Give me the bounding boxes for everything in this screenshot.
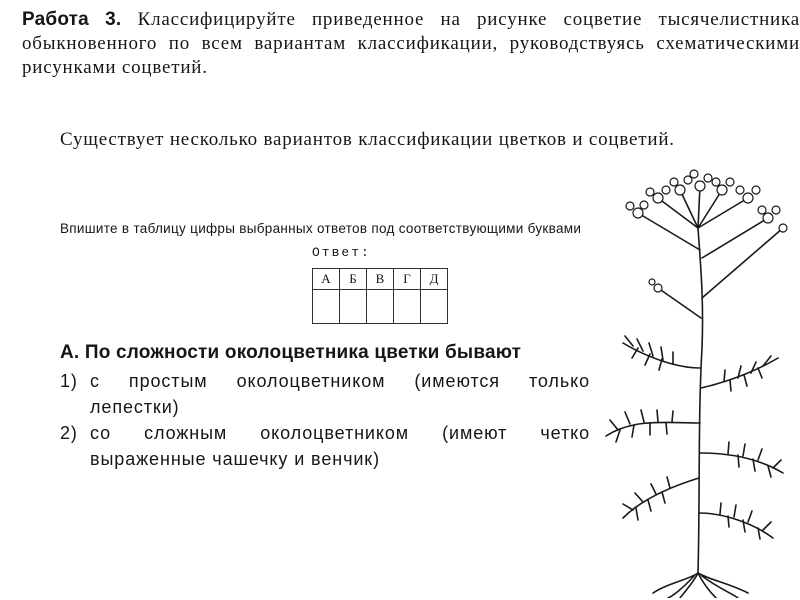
instruction-text: Впишите в таблицу цифры выбранных ответов под соответствующими буквами bbox=[60, 221, 582, 236]
option-1-number: 1) bbox=[60, 371, 78, 391]
task-number: Работа 3. bbox=[22, 9, 122, 30]
answer-table bbox=[312, 268, 448, 324]
task-text: Классифицируйте приведенное на рисунке соцветие тысячелистника обыкновенного по всем вариантам классификации, руководствуясь схематическими рисунками соцветий. bbox=[22, 9, 800, 78]
option-2-number: 2) bbox=[60, 423, 78, 443]
task-paragraph bbox=[22, 8, 800, 80]
option-2 bbox=[60, 420, 590, 472]
answer-header-row bbox=[313, 269, 448, 290]
answer-letter-a: А bbox=[313, 269, 340, 290]
answer-letter-d: Д bbox=[421, 269, 448, 290]
answer-letter-b: Б bbox=[340, 269, 367, 290]
option-2-text: со сложным околоцветником (имеют четко выраженные чашечку и венчик) bbox=[90, 423, 590, 469]
intro-paragraph: Существует несколько вариантов классификации цветков и соцветий. bbox=[60, 129, 675, 150]
answer-label: Ответ: bbox=[312, 245, 371, 260]
section-a bbox=[60, 340, 590, 472]
answer-input-row bbox=[313, 290, 448, 324]
answer-cell-a[interactable] bbox=[313, 290, 340, 324]
answer-cell-v[interactable] bbox=[367, 290, 394, 324]
option-1 bbox=[60, 368, 590, 420]
answer-cell-d[interactable] bbox=[421, 290, 448, 324]
section-title: А. По сложности околоцветника цветки бывают bbox=[60, 342, 522, 363]
answer-cell-g[interactable] bbox=[394, 290, 421, 324]
answer-letter-g: Г bbox=[394, 269, 421, 290]
option-1-text: с простым околоцветником (имеются только лепестки) bbox=[90, 371, 590, 417]
answer-letter-v: В bbox=[367, 269, 394, 290]
answer-cell-b[interactable] bbox=[340, 290, 367, 324]
yarrow-plant-icon bbox=[598, 168, 798, 598]
